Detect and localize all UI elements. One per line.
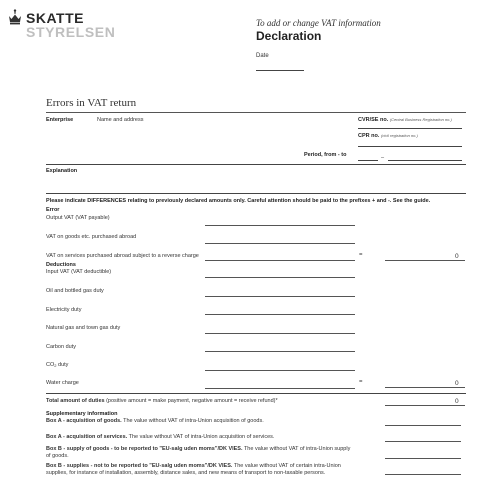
total-duties-value: 0 [455,398,459,405]
date-field[interactable] [256,70,304,71]
cpr-label: CPR no. (civil registration no.) [358,133,418,139]
vat-goods-abroad-label: VAT on goods etc. purchased abroad [46,234,137,240]
box-b-supplies-field[interactable] [385,474,461,475]
cvr-label: CVR/SE no. (Central Business Registration no.) [358,117,452,123]
box-b-goods-label: Box B - supply of goods - to be reported to "EU-salg uden moms"/DK VIES. The value without VAT of intra-Union supply of goods. [46,446,351,459]
vat-total-value: 0 [455,253,459,260]
input-vat-field[interactable] [205,277,355,278]
logo-text-line1: SKATTE [26,10,84,26]
form-pretitle: To add or change VAT information [256,18,381,28]
cpr-field[interactable] [358,146,462,147]
section-title: Errors in VAT return [46,97,137,109]
vat-total-box [385,252,465,261]
vat-goods-abroad-field[interactable] [205,243,355,244]
carbon-field[interactable] [205,351,355,352]
deductions-total-value: 0 [455,380,459,387]
carbon-label: Carbon duty [46,344,76,350]
electricity-label: Electricity duty [46,307,82,313]
box-a-goods-label: Box A - acquisition of goods. The value without VAT of intra-Union acquisition of goods. [46,418,264,424]
box-a-services-label: Box A - acquisition of services. The value without VAT of intra-Union acquisition of services. [46,434,275,440]
water-field[interactable] [205,388,355,389]
cvr-field[interactable] [358,128,462,129]
date-label: Date [256,53,269,59]
natural-gas-field[interactable] [205,333,355,334]
water-label: Water charge [46,380,79,386]
deductions-total-box [385,379,465,388]
section-divider [46,112,466,113]
supplementary-title: Supplementary information [46,411,118,417]
explanation-field[interactable] [46,193,466,194]
box-a-goods-field[interactable] [385,425,461,426]
name-address-label: Name and address [97,117,144,123]
box-a-services-field[interactable] [385,441,461,442]
period-to-field[interactable] [388,160,462,161]
explanation-label: Explanation [46,168,78,174]
totals-divider [46,393,466,394]
instructions-text: Please indicate DIFFERENCES relating to previously declared amounts only. Careful attention should be paid to the prefixes + and -. See the guide. [46,198,431,204]
electricity-field[interactable] [205,314,355,315]
box-b-supplies-label: Box B - supplies - not to be reported to "EU-salg uden moms"/DK VIES. The value without VAT of certain intra-Union supplies, for instance of installation, assembly, distance sales, and new means of transport to non-taxable persons. [46,463,341,476]
box-b-goods-field[interactable] [385,458,461,459]
period-label: Period, from - to [304,152,347,158]
deductions-label: Deductions [46,262,76,268]
logo-text-line2: STYRELSEN [26,24,116,40]
output-vat-label: Output VAT (VAT payable) [46,215,110,221]
period-dash: – [381,155,385,161]
output-vat-field[interactable] [205,225,355,226]
crown-logo-icon [8,9,22,25]
total-duties-box [385,397,465,406]
error-label: Error [46,207,60,213]
deductions-equals-sign: = [359,379,363,385]
co2-label: $CO_2$ duty [46,362,69,368]
enterprise-divider [46,164,466,165]
co2-field[interactable] [205,370,355,371]
natural-gas-label: Natural gas and town gas duty [46,325,121,331]
form-title: Declaration [256,29,322,43]
input-vat-label: Input VAT (VAT deductible) [46,269,112,275]
total-duties-label: Total amount of duties (positive amount = make payment, negative amount = receive refund)* [46,398,278,404]
vat-services-abroad-label: VAT on services purchased abroad subject to a reverse charge [46,253,199,259]
vat-equals-sign: = [359,252,363,258]
oil-gas-field[interactable] [205,296,355,297]
enterprise-label: Enterprise [46,117,74,123]
vat-services-abroad-field[interactable] [205,260,355,261]
cpr-hint: (civil registration no.) [380,133,418,138]
oil-gas-label: Oil and bottled gas duty [46,288,104,294]
cvr-hint: (Central Business Registration no.) [389,117,452,122]
period-from-field[interactable] [358,160,378,161]
